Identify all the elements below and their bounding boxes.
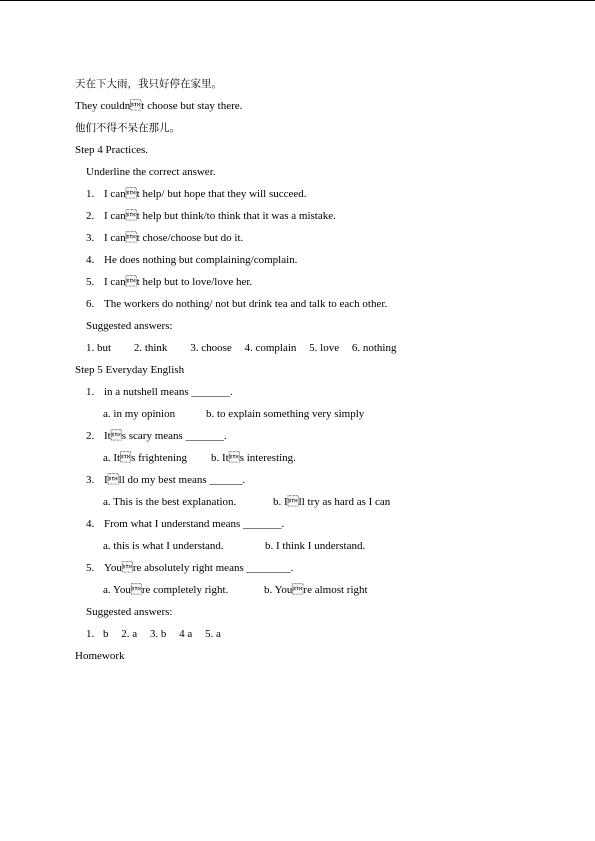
list-item: 5. I cant help but to love/love her. xyxy=(86,276,253,288)
intro-chinese-sentence: 天在下大雨，我只好停在家里。 xyxy=(75,78,222,90)
list-item: 2. I cant help but think/to think that it was a mistake. xyxy=(86,210,336,222)
option-row: a. in my opinion b. to explain something very simply xyxy=(103,408,365,420)
list-item: 4. He does nothing but complaining/complain. xyxy=(86,254,298,266)
list-item: 3. Ill do my best means ______. xyxy=(86,474,246,486)
step4-instruction: Underline the correct answer. xyxy=(86,166,216,178)
document-body xyxy=(75,76,555,670)
step4-answers-label: Suggested answers: xyxy=(86,320,173,332)
step5-answers-label: Suggested answers: xyxy=(86,606,173,618)
step5-answers: 1. b 2. a 3. b 4 a 5. a xyxy=(86,628,221,640)
list-item: 3. I cant chose/choose but do it. xyxy=(86,232,244,244)
option-row: a. Youre completely right. b. Youre almost right xyxy=(103,584,368,596)
list-item: 2. Its scary means _______. xyxy=(86,430,227,442)
option-row: a. This is the best explanation. b. Ill try as hard as I can xyxy=(103,496,391,508)
header-rule xyxy=(0,0,595,1)
intro-chinese-translation: 他们不得不呆在那儿。 xyxy=(75,122,180,134)
list-item: 1. I cant help/ but hope that they will succeed. xyxy=(86,188,307,200)
step4-list xyxy=(75,186,555,318)
option-row: a. this is what I understand. b. I think I understand. xyxy=(103,540,366,552)
step4-answers: 1. but 2. think 3. choose 4. complain 5. love 6. nothing xyxy=(86,342,397,354)
step4-heading: Step 4 Practices. xyxy=(75,144,149,156)
list-item: 6. The workers do nothing/ not but drink tea and talk to each other. xyxy=(86,298,388,310)
list-item: 1. in a nutshell means _______. xyxy=(86,386,233,398)
list-item: 5. Youre absolutely right means ________. xyxy=(86,562,294,574)
list-item: 4. From what I understand means _______. xyxy=(86,518,285,530)
step5-list xyxy=(75,384,555,604)
step5-heading: Step 5 Everyday English xyxy=(75,364,185,376)
option-row: a. Its frightening b. Its interesting. xyxy=(103,452,296,464)
intro-english-sentence: They couldnt choose but stay there. xyxy=(75,100,243,112)
homework-heading: Homework xyxy=(75,650,125,662)
